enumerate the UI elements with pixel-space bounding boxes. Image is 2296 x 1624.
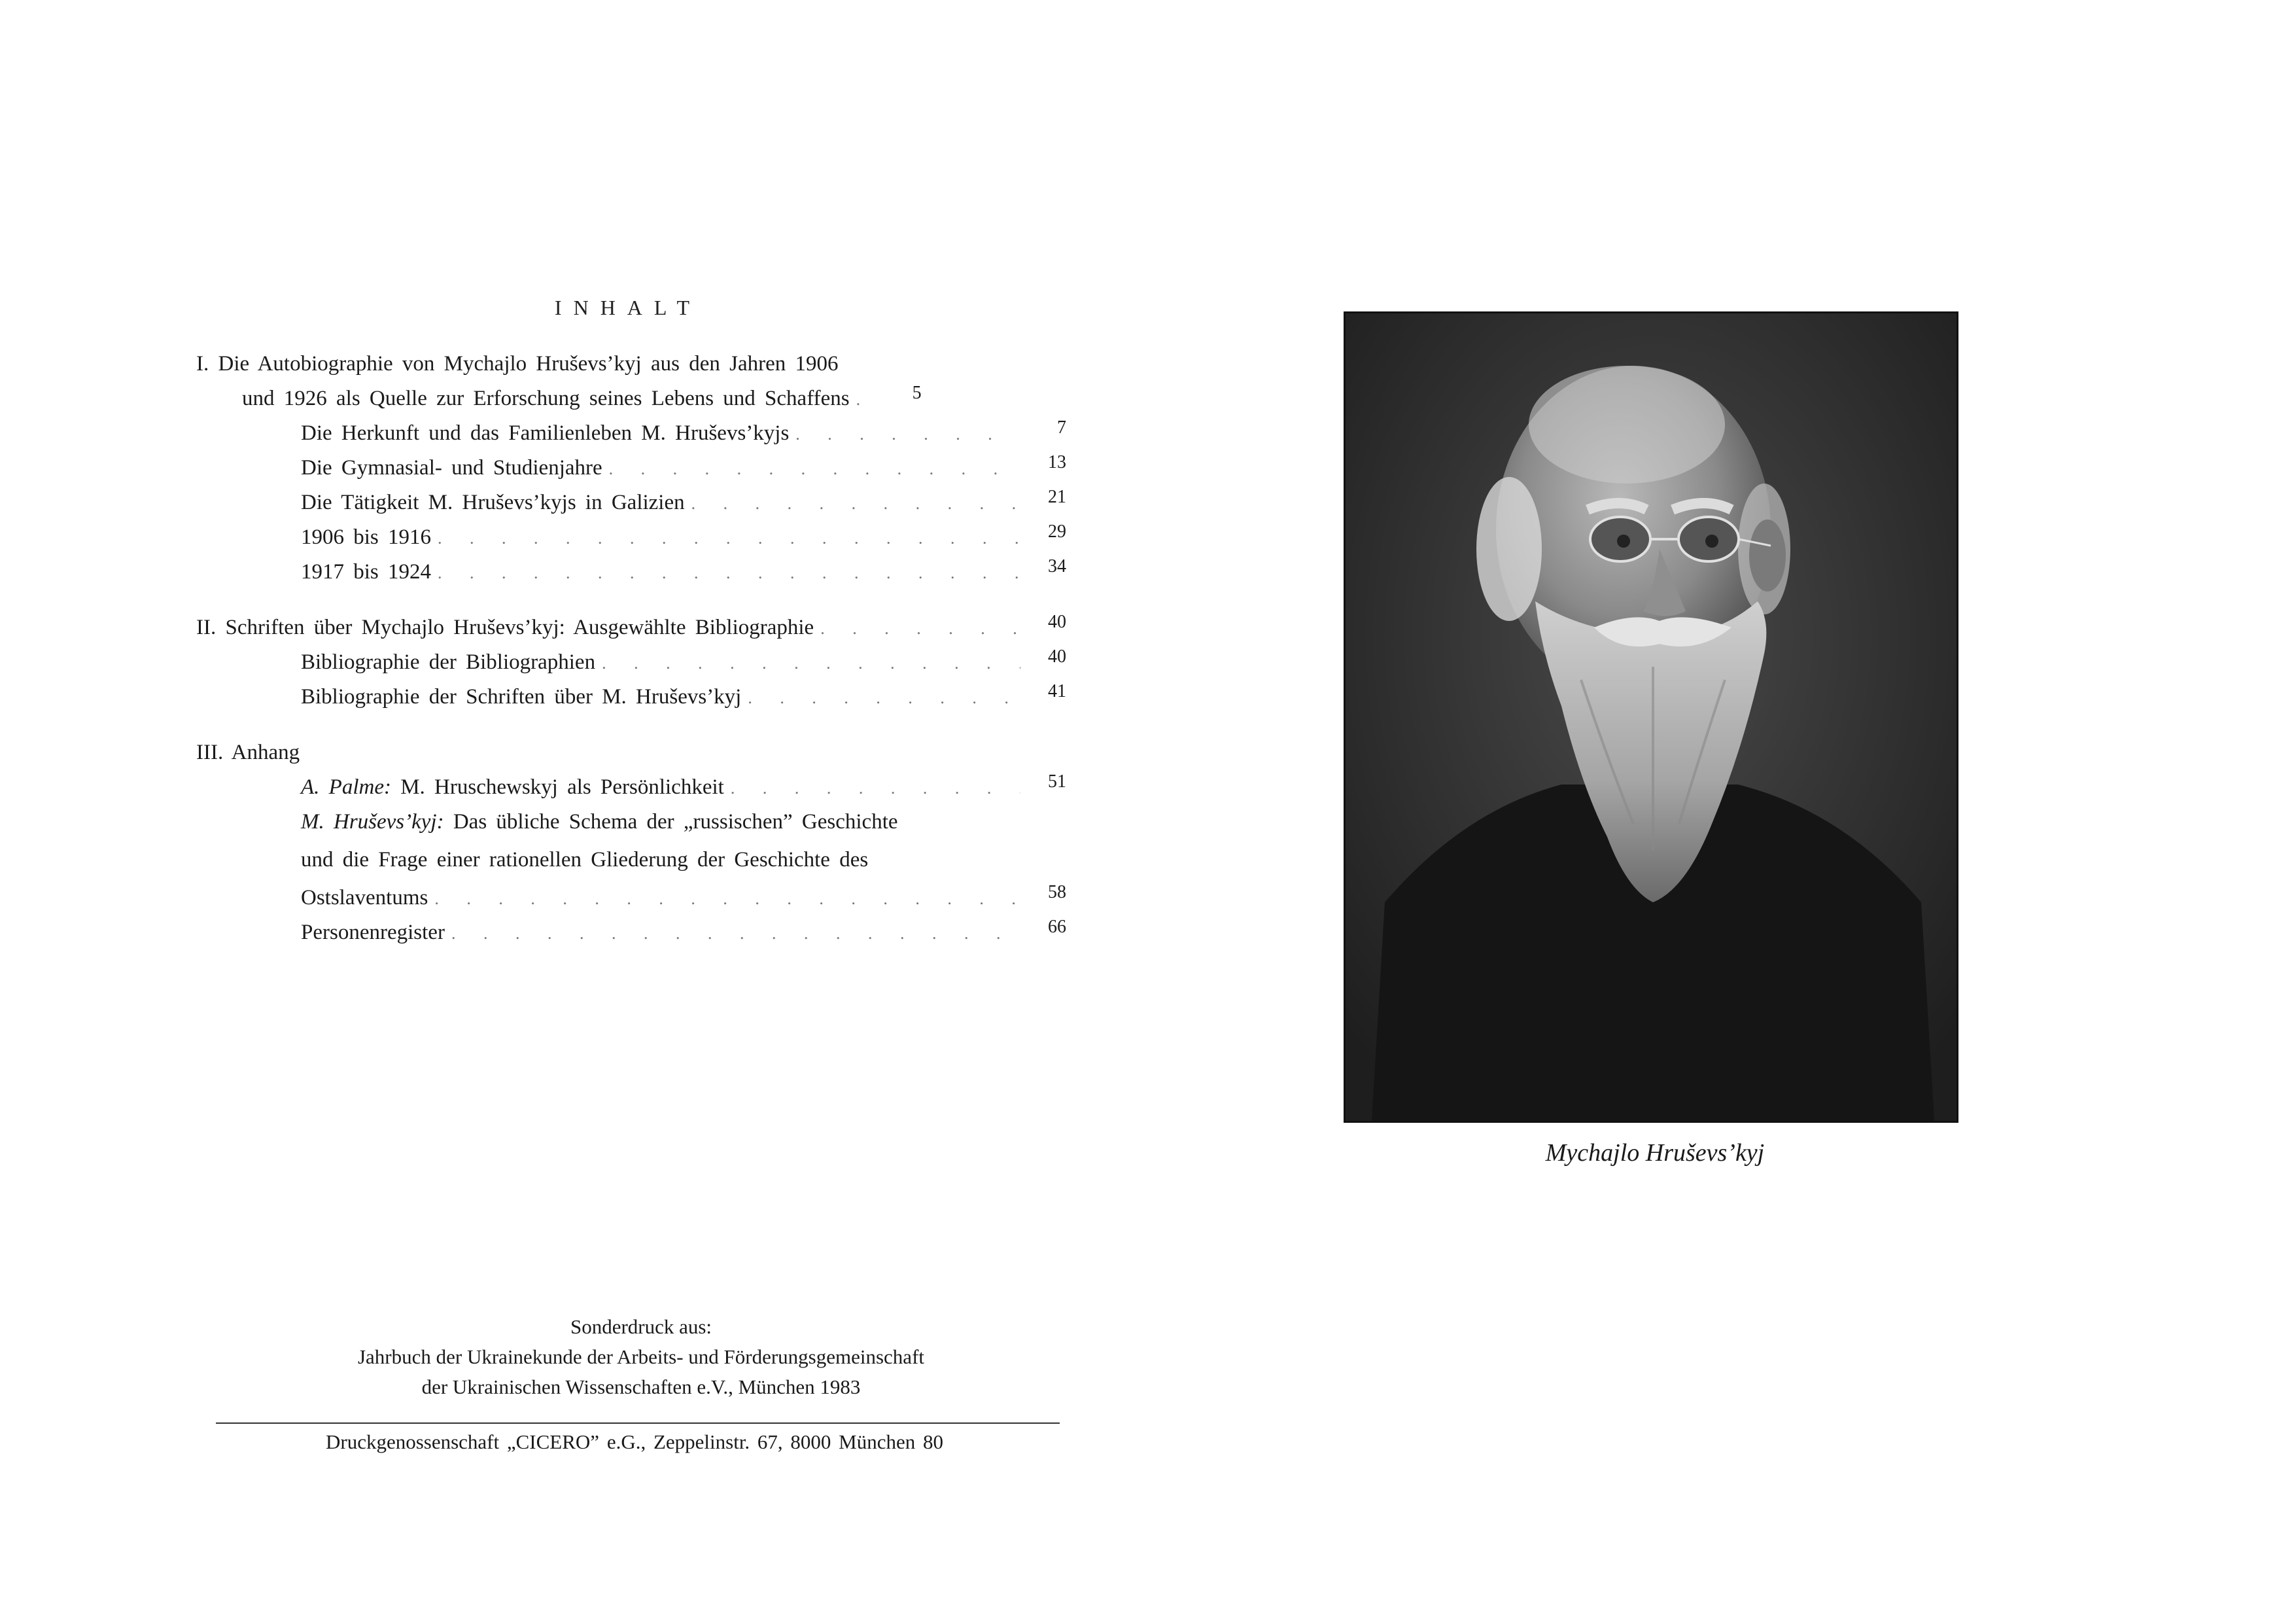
- portrait-photo: [1344, 311, 1958, 1123]
- table-of-contents: [196, 347, 1066, 950]
- toc-entry-label: und die Frage einer rationellen Gliederung der Geschichte des: [301, 848, 869, 872]
- page-number: 13: [1048, 452, 1066, 472]
- page-number: 41: [1048, 681, 1066, 701]
- page-number: 66: [1048, 917, 1066, 937]
- dot-leader: [748, 680, 1020, 715]
- toc-entry[interactable]: [196, 416, 1066, 451]
- toc-entry-multiline-cont: [196, 843, 1066, 881]
- toc-entry-label: M. Hruševs’kyj: Das übliche Schema der „russischen” Geschichte: [301, 810, 898, 834]
- page-number: 34: [1048, 556, 1066, 576]
- toc-entry-label: Bibliographie der Bibliographien: [301, 650, 596, 674]
- dot-leader: [820, 611, 1020, 646]
- toc-entry-label: 1906 bis 1916: [301, 525, 432, 549]
- page-number: 7: [1057, 417, 1066, 438]
- toc-entry[interactable]: [196, 555, 1066, 590]
- toc-entry[interactable]: [196, 451, 1066, 485]
- dot-leader: [731, 771, 1020, 805]
- dot-leader: [434, 881, 1020, 916]
- toc-section-1-heading-cont[interactable]: [196, 381, 1066, 416]
- toc-entry-label: Bibliographie der Schriften über M. Hruševs’kyj: [301, 685, 742, 709]
- imprint-line: der Ukrainischen Wissenschaften e.V., München 1983: [421, 1375, 861, 1398]
- dot-leader: [691, 486, 1020, 521]
- toc-entry-label: Die Tätigkeit M. Hruševs’kyjs in Galizien: [301, 491, 685, 514]
- toc-entry-label: 1917 bis 1924: [301, 560, 432, 584]
- toc-entry-label: Ostslaventums: [301, 886, 428, 909]
- dot-leader: [438, 556, 1020, 590]
- toc-entry[interactable]: [196, 485, 1066, 520]
- toc-section-2-heading[interactable]: [196, 610, 1066, 645]
- toc-section-3-heading[interactable]: [196, 735, 1066, 770]
- toc-entry[interactable]: [196, 770, 1066, 805]
- dot-leader: [451, 916, 1020, 951]
- author-name: A. Palme:: [301, 775, 391, 799]
- imprint-block: [249, 1312, 1034, 1402]
- toc-entry-label: Die Herkunft und das Familienleben M. Hruševs’kyjs: [301, 421, 790, 445]
- author-name: M. Hruševs’kyj:: [301, 810, 444, 834]
- portrait-caption: Mychajlo Hruševs’kyj: [1545, 1139, 1765, 1167]
- dot-leader: [795, 417, 1020, 451]
- dot-leader: [856, 382, 876, 417]
- toc-entry-label: A. Palme: M. Hruschewskyj als Persönlichkeit: [301, 775, 724, 799]
- page-number: 58: [1048, 882, 1066, 902]
- toc-entry[interactable]: [196, 520, 1066, 555]
- toc-entry[interactable]: [196, 645, 1066, 680]
- toc-entry-label: I. Die Autobiographie von Mychajlo Hruševs’kyj aus den Jahren 1906: [196, 352, 839, 376]
- imprint-line: Sonderdruck aus:: [570, 1315, 712, 1338]
- toc-entry-label: Die Gymnasial- und Studienjahre: [301, 456, 602, 480]
- page-number: 21: [1048, 487, 1066, 507]
- portrait-illustration: [1346, 313, 1957, 1121]
- dot-leader: [602, 646, 1020, 680]
- toc-section-1-heading[interactable]: [196, 347, 1066, 381]
- toc-entry-label: II. Schriften über Mychajlo Hruševs’kyj: Ausgewählte Bibliographie: [196, 616, 814, 639]
- dot-leader: [609, 451, 1020, 486]
- toc-entry[interactable]: [196, 915, 1066, 950]
- dot-leader: [438, 521, 1020, 556]
- page-number: 29: [1048, 521, 1066, 542]
- divider: [216, 1422, 1060, 1424]
- toc-entry-label: Personenregister: [301, 921, 445, 944]
- page-number: 40: [1048, 612, 1066, 632]
- toc-entry[interactable]: [196, 680, 1066, 715]
- toc-entry-label: und 1926 als Quelle zur Erforschung seines Lebens und Schaffens: [242, 387, 850, 410]
- toc-title: INHALT: [554, 296, 702, 319]
- page-number: 5: [912, 383, 922, 403]
- toc-entry-label: III. Anhang: [196, 741, 300, 764]
- page-number: 51: [1048, 771, 1066, 792]
- toc-entry-multiline-cont: [196, 881, 1066, 915]
- toc-entry-multiline[interactable]: [196, 805, 1066, 843]
- page-number: 40: [1048, 646, 1066, 667]
- printer-line: Druckgenossenschaft „CICERO” e.G., Zeppelinstr. 67, 8000 München 80: [325, 1430, 944, 1453]
- imprint-line: Jahrbuch der Ukrainekunde der Arbeits- und Förderungsgemeinschaft: [357, 1345, 925, 1368]
